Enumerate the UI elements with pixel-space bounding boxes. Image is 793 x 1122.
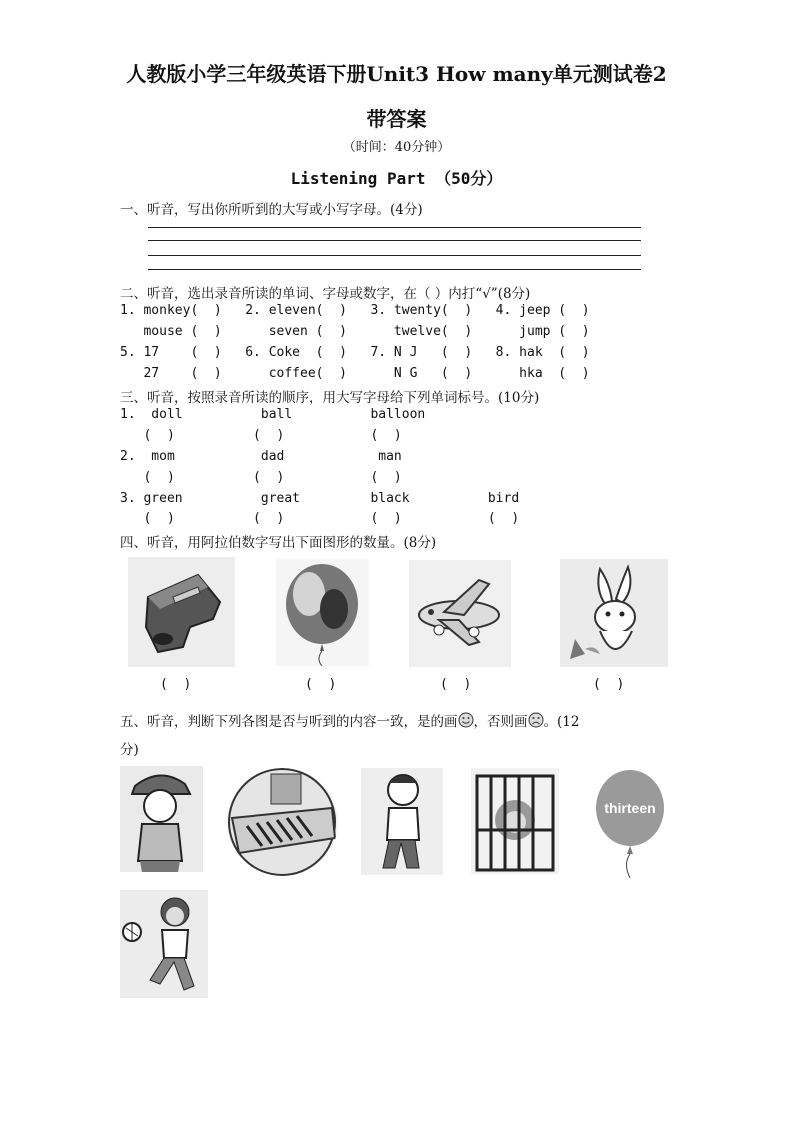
- boy-kicking-ball-picture: [120, 890, 208, 998]
- section-2-row: 5. 17 ( ) 6. Coke ( ) 7. N J ( ) 8. hak ( ): [120, 345, 590, 360]
- section-5-heading-part: ，否则画: [473, 714, 528, 730]
- balloon-label: thirteen: [604, 800, 656, 816]
- section-2-row: 27 ( ) coffee( ) N G ( ) hka ( ): [120, 366, 590, 381]
- page-title: 人教版小学三年级英语下册Unit3 How many单元测试卷2: [126, 62, 667, 86]
- section-2-row: 1. monkey( ) 2. eleven( ) 3. twenty( ) 4. jeep ( ): [120, 303, 590, 318]
- smiley-sad-icon: [528, 712, 544, 728]
- balloon-picture: [276, 559, 369, 666]
- time-limit: （时间：40分钟）: [342, 140, 451, 155]
- girl-with-cap-picture: [120, 766, 203, 872]
- section-3-row: ( ) ( ) ( ) ( ): [120, 511, 520, 526]
- section-3-row: 3. green great black bird: [120, 491, 520, 506]
- section-3-row: ( ) ( ) ( ): [120, 470, 402, 485]
- section-3-row: 1. doll ball balloon: [120, 407, 426, 422]
- pencils-on-desk-picture: [227, 768, 338, 876]
- page-subtitle: 带答案: [366, 107, 427, 131]
- writing-line[interactable]: [148, 255, 641, 256]
- section-5-heading-end: 分): [120, 742, 139, 758]
- section-1-heading: 一、听音，写出你所听到的大写或小写字母。(4分): [120, 202, 423, 218]
- answer-blank[interactable]: ( ): [593, 677, 625, 692]
- balloon-thirteen-picture: [593, 768, 668, 878]
- lion-in-cage-picture: [471, 768, 559, 874]
- section-4-heading: 四、听音，用阿拉伯数字写出下面图形的数量。(8分): [120, 535, 437, 551]
- section-5-heading: [120, 710, 579, 730]
- rabbit-picture: [560, 559, 668, 667]
- section-3-row: 2. mom dad man: [120, 449, 402, 464]
- answer-blank[interactable]: ( ): [440, 677, 472, 692]
- writing-line[interactable]: [148, 240, 641, 241]
- answer-blank[interactable]: ( ): [305, 677, 337, 692]
- section-5-heading-part: 。(12: [543, 714, 580, 730]
- writing-line[interactable]: [148, 227, 641, 228]
- boy-waving-picture: [361, 768, 443, 875]
- answer-blank[interactable]: ( ): [160, 677, 192, 692]
- smiley-happy-icon: [458, 712, 474, 728]
- plane-picture: [409, 560, 511, 667]
- pencil-sharpener-picture: [128, 557, 235, 667]
- section-3-row: ( ) ( ) ( ): [120, 428, 402, 443]
- writing-line[interactable]: [148, 269, 641, 270]
- section-5-heading-part: 五、听音，判断下列各图是否与听到的内容一致，是的画: [120, 714, 458, 730]
- section-3-heading: 三、听音，按照录音所读的顺序，用大写字母给下列单词标号。(10分): [120, 390, 540, 406]
- part-title: Listening Part （50分）: [290, 169, 503, 188]
- section-2-heading: 二、听音，选出录音所读的单词、字母或数字，在（ ）内打“√”(8分): [120, 286, 531, 302]
- section-2-row: mouse ( ) seven ( ) twelve( ) jump ( ): [120, 324, 590, 339]
